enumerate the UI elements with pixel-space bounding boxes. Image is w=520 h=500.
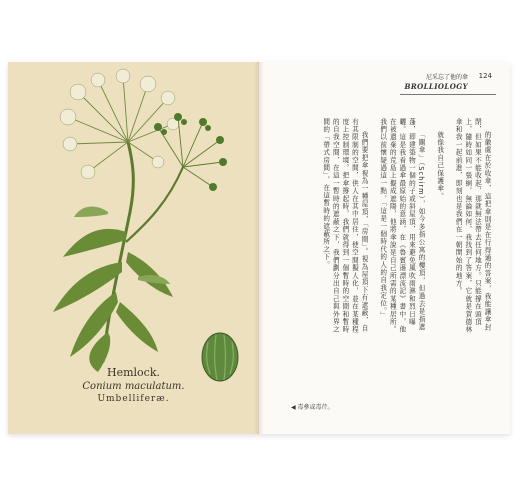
- paragraph: 就像我自己保護傘。: [435, 131, 444, 201]
- header-subtitle: 尼采忘了他的傘: [425, 74, 468, 81]
- plate-latin-name: Conium maculatum.: [82, 381, 185, 392]
- plate-caption: [8, 366, 259, 404]
- plate-family-name: Umbelliferæ.: [97, 394, 170, 404]
- footnote-text: 毒參或毒芹。: [297, 404, 334, 411]
- book-gutter: [254, 62, 264, 434]
- header-title: BROLLIOLOGY: [404, 82, 468, 91]
- paragraph: 「關傘」（Schirm），如今多指公寓的樓頂，但過去是指遮蓬，即建築物一個的子或斜屋頂，用來避免風吹雨淋和烈日曝曬。這是我看過傘最原始的意涵，在《魯賓遜漂流記》書中，他在被遺棄的荒島上擬成遮陽，他將傘說是自己所需的某種居所。我們以前懷疑過這一點，「這是一個時代的人的自我定位。」: [378, 118, 426, 334]
- footnote: [291, 402, 334, 411]
- paragraph: 的徽處在於收傘，這把傘則是在行得通的答案，我能讓傘封閉，但如果不能收起，那就無法帶去任何地方。只能撐在頭頂上，隨時如同一張網，無論如何，我找到了答案，它就是賀德林傘和我一起前進，即刻也是我們在一朝開始的地方。: [454, 118, 491, 334]
- left-arrow-icon: ◀: [291, 404, 298, 411]
- plate-common-name: Hemlock.: [107, 366, 160, 379]
- body-text: [279, 118, 491, 338]
- running-header: [400, 72, 496, 95]
- left-page: [8, 62, 259, 434]
- book-spread: [8, 62, 510, 434]
- page-number: 124: [478, 72, 492, 80]
- paragraph: 我們要把傘視為一種屋頂，「房間」。視為屋頂下有遮蔽，自有其限制的空間，供人在其中居住，使空間擬人化，並在某種程度上控制環境。把傘撐起時，我們就得到一個暫時的空間和暫時的自我空間，在這一暫時的遮蔽之下，我們劃分出自己與外界之間的「帶式房間」，在這暫時的遮蔽所之下。: [321, 118, 369, 334]
- right-page: [259, 62, 510, 434]
